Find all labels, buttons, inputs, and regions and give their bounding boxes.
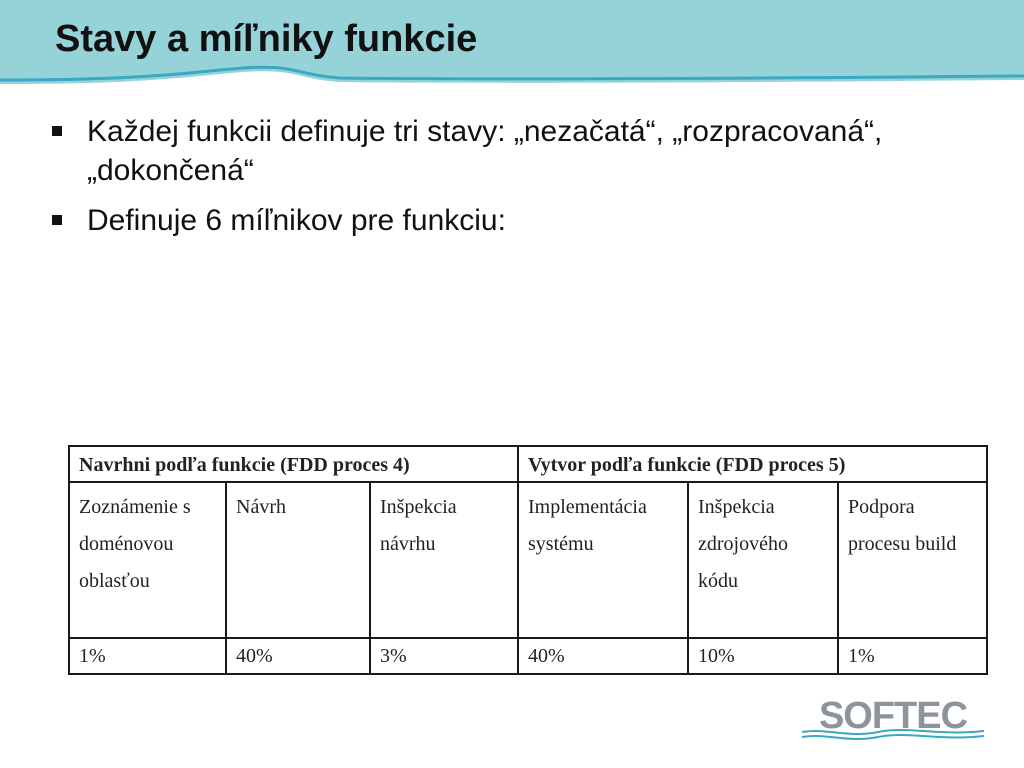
percentage-cell: 40% xyxy=(226,638,370,674)
bullet-text: Definuje 6 míľnikov pre funkciu: xyxy=(87,204,506,237)
bullet-text: Každej funkcii definuje tri stavy: „nezačatá“, „rozpracovaná“, „dokončená“ xyxy=(87,115,883,187)
group-header-build: Vytvor podľa funkcie (FDD proces 5) xyxy=(518,446,987,482)
table-group-row xyxy=(69,446,987,482)
header-wave-line xyxy=(0,62,1024,92)
percentage-cell: 40% xyxy=(518,638,688,674)
milestone-cell: Zoznámenie s doménovou oblasťou xyxy=(69,482,226,637)
bullet-item xyxy=(48,201,978,240)
table-row xyxy=(69,638,987,674)
square-bullet-icon xyxy=(52,215,62,225)
bullet-list xyxy=(48,112,978,251)
logo-waves-icon xyxy=(798,726,988,744)
bullet-item xyxy=(48,112,978,190)
milestone-cell: Podpora procesu build xyxy=(838,482,987,637)
milestones-table xyxy=(68,445,988,675)
slide-title: Stavy a míľniky funkcie xyxy=(55,18,478,60)
milestones-table-image xyxy=(68,445,986,675)
table-row xyxy=(69,482,987,637)
group-header-design: Navrhni podľa funkcie (FDD proces 4) xyxy=(69,446,518,482)
milestone-cell: Inšpekcia návrhu xyxy=(370,482,518,637)
percentage-cell: 10% xyxy=(688,638,838,674)
logo-text: SOFTEC xyxy=(818,695,968,737)
square-bullet-icon xyxy=(52,126,62,136)
milestone-cell: Návrh xyxy=(226,482,370,637)
percentage-cell: 1% xyxy=(69,638,226,674)
softec-logo xyxy=(798,696,988,744)
milestone-cell: Inšpekcia zdrojového kódu xyxy=(688,482,838,637)
percentage-cell: 3% xyxy=(370,638,518,674)
milestone-cell: Implementácia systému xyxy=(518,482,688,637)
percentage-cell: 1% xyxy=(838,638,987,674)
